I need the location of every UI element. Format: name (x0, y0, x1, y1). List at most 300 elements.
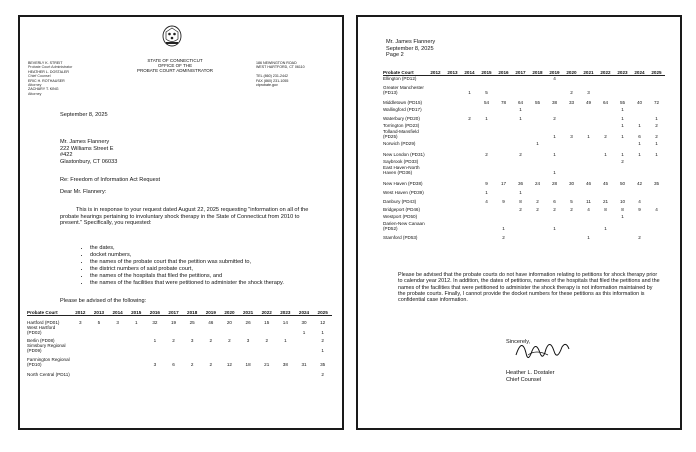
count-cell: 46 (585, 180, 592, 186)
count-cell (427, 129, 444, 140)
count-cell: 4 (485, 198, 488, 204)
court-name-cell: Farmington Regional (PD10) (27, 357, 70, 367)
count-cell: 2 (468, 115, 471, 121)
count-cell: 11 (586, 198, 591, 204)
table-row (383, 106, 665, 113)
count-cell (71, 336, 90, 344)
count-cell (495, 113, 512, 122)
court-name-cell: West Haven (PD39) (383, 189, 424, 195)
re-line: Re: Freedom of Information Act Request (60, 177, 161, 183)
table-row (383, 113, 665, 122)
page2-header: Mr. James Flannery September 8, 2025 Page 2 (386, 39, 436, 59)
count-cell (427, 140, 444, 147)
count-cell (71, 344, 90, 354)
count-cell (563, 187, 580, 196)
count-cell (597, 213, 614, 220)
table-row (27, 336, 332, 344)
court-name-cell: East Haven-North Haven (PD36) (383, 165, 420, 175)
list-item: • the names of the facilities that were petitioned to administer the shock therapy. (90, 280, 322, 287)
count-cell: 1 (553, 151, 556, 157)
count-cell: 2 (519, 151, 522, 157)
count-cell: 1 (153, 337, 157, 343)
column-header-year: 2019 (546, 70, 563, 76)
count-cell (580, 165, 597, 176)
count-cell (529, 106, 546, 113)
table-row (27, 344, 332, 354)
count-cell: 1 (519, 115, 522, 121)
count-cell: 2 (621, 158, 624, 164)
count-cell: 6 (172, 361, 175, 367)
column-header-year: 2022 (257, 310, 276, 316)
table-row (383, 187, 665, 196)
count-cell (648, 220, 665, 232)
count-cell (529, 122, 546, 129)
count-cell (90, 344, 109, 354)
count-cell (631, 158, 648, 165)
count-cell: 1 (604, 225, 607, 231)
list-item: • the dates, (90, 245, 322, 252)
count-cell (461, 196, 478, 205)
count-cell (597, 165, 614, 176)
count-cell: 1 (536, 140, 539, 146)
court-name-cell: Waterbury (PD20) (383, 115, 420, 121)
count-cell (71, 368, 90, 378)
court-name-cell: Wallingford (PD17) (383, 106, 422, 112)
list-item: • docket numbers, (90, 252, 322, 259)
count-cell: 42 (636, 180, 643, 186)
count-cell (183, 368, 202, 378)
table-row (27, 326, 332, 336)
count-cell: 19 (170, 319, 177, 325)
count-cell (127, 336, 146, 344)
column-header-year: 2025 (313, 310, 332, 316)
count-cell (478, 140, 495, 147)
count-cell: 8 (621, 206, 624, 212)
count-cell: 5 (97, 319, 101, 325)
count-cell: 1 (655, 115, 658, 121)
count-cell: 3 (587, 89, 590, 95)
count-cell: 78 (500, 99, 507, 105)
count-cell (71, 354, 90, 368)
count-cell (631, 113, 648, 122)
count-cell: 1 (553, 225, 556, 231)
count-cell (529, 113, 546, 122)
count-cell (563, 220, 580, 232)
count-cell: 32 (152, 319, 158, 325)
column-header-year: 2012 (427, 70, 444, 76)
count-cell (146, 368, 165, 378)
count-cell (478, 220, 495, 232)
count-cell (90, 326, 109, 336)
count-cell (461, 213, 478, 220)
letterhead-staff: BEVERLY K. STREIT Probate Court Administrator HEATHER L. DOSTALER Chief Counsel ERIC H. ROTHAUSER Attorney ZACHARY T. KING Attorney (28, 61, 73, 96)
count-cell: 1 (638, 140, 641, 146)
count-cell: 2 (553, 206, 556, 212)
count-cell (295, 336, 314, 344)
column-header-year: 2016 (495, 70, 512, 76)
count-cell (427, 147, 444, 158)
count-cell (546, 187, 563, 196)
count-cell: 2 (536, 206, 539, 212)
count-cell: 26 (245, 319, 251, 325)
count-cell: 1 (321, 329, 324, 335)
column-header-year: 2022 (597, 70, 614, 76)
court-name-cell: Simsbury Regional (PD09) (27, 343, 66, 353)
column-header-year: 2024 (295, 310, 314, 316)
count-cell (631, 82, 648, 96)
count-cell: 1 (587, 133, 590, 139)
court-name-cell: Ellington (PD12) (383, 75, 417, 81)
count-cell (529, 220, 546, 232)
count-cell (461, 158, 478, 165)
count-cell (546, 213, 563, 220)
count-cell (427, 122, 444, 129)
count-cell (597, 232, 614, 241)
count-cell (648, 187, 665, 196)
count-cell (597, 122, 614, 129)
count-cell (580, 140, 597, 147)
count-cell (512, 158, 529, 165)
column-header-year: 2016 (146, 310, 165, 316)
count-cell: 2 (228, 337, 231, 343)
count-cell: 1 (519, 106, 522, 112)
count-cell (444, 113, 461, 122)
table-row (383, 122, 665, 129)
count-cell (631, 106, 648, 113)
count-cell (597, 158, 614, 165)
count-cell (127, 354, 146, 368)
column-header-year: 2014 (108, 310, 127, 316)
column-header-year: 2012 (71, 310, 90, 316)
count-cell (512, 140, 529, 147)
count-cell (597, 106, 614, 113)
count-cell (146, 326, 165, 336)
count-cell (164, 326, 183, 336)
count-cell (529, 129, 546, 140)
count-cell (648, 213, 665, 220)
count-cell (461, 232, 478, 241)
count-cell: 2 (536, 198, 539, 204)
count-cell: 35 (320, 361, 326, 367)
column-header-court: Probate Court (383, 70, 427, 76)
count-cell (614, 82, 631, 96)
count-cell (546, 122, 563, 129)
count-cell: 15 (264, 319, 270, 325)
court-name-cell: Greater Manchester (PD13) (383, 85, 424, 95)
court-name-cell: New Haven (PD38) (383, 180, 423, 186)
count-cell (183, 344, 202, 354)
count-cell (461, 205, 478, 213)
court-name-cell: Hartford (PD01) (27, 319, 60, 325)
count-cell (648, 158, 665, 165)
court-name-cell: North Central (PD11) (27, 371, 70, 377)
count-cell: 2 (265, 337, 268, 343)
count-cell (529, 158, 546, 165)
count-cell (444, 140, 461, 147)
count-cell (201, 368, 220, 378)
table-row (383, 196, 665, 205)
count-cell (90, 368, 109, 378)
count-cell (427, 165, 444, 176)
count-cell: 1 (655, 140, 658, 146)
count-cell: 21 (602, 198, 609, 204)
count-cell (90, 336, 109, 344)
count-cell: 14 (282, 319, 288, 325)
column-header-year: 2014 (461, 70, 478, 76)
column-header-year: 2015 (478, 70, 495, 76)
count-cell (631, 187, 648, 196)
count-cell (108, 336, 127, 344)
count-cell (478, 122, 495, 129)
count-cell: 17 (500, 180, 507, 186)
count-cell (444, 220, 461, 232)
count-cell (427, 82, 444, 96)
count-cell: 30 (301, 319, 307, 325)
count-cell (529, 147, 546, 158)
count-cell (648, 232, 665, 241)
count-cell (648, 82, 665, 96)
count-cell: 8 (604, 206, 607, 212)
count-cell (276, 326, 295, 336)
count-cell: 49 (585, 99, 592, 105)
count-cell (239, 368, 258, 378)
count-cell: 1 (621, 106, 624, 112)
count-cell (461, 140, 478, 147)
column-header-year: 2018 (529, 70, 546, 76)
count-cell (614, 140, 631, 147)
table-row (383, 176, 665, 187)
count-cell (71, 326, 90, 336)
count-cell (127, 326, 146, 336)
court-name-cell: Darien-New Canaan (PD52) (383, 221, 425, 231)
salutation: Dear Mr. Flannery: (60, 189, 107, 195)
count-cell (580, 122, 597, 129)
count-cell: 2 (519, 206, 522, 212)
table-row (383, 232, 665, 241)
count-cell: 1 (485, 189, 488, 195)
count-cell (427, 96, 444, 106)
table-row (27, 316, 332, 326)
count-cell (220, 368, 239, 378)
count-cell: 2 (638, 234, 641, 240)
count-cell (512, 82, 529, 96)
count-cell (164, 344, 183, 354)
count-cell (461, 176, 478, 187)
advise-line: Please be advised of the following: (60, 298, 147, 304)
count-cell: 1 (621, 213, 624, 219)
office-heading: STATE OF CONNECTICUT OFFICE OF THE PROBATE COURT ADMINISTRATOR (136, 58, 214, 74)
table-row (383, 140, 665, 147)
count-cell: 25 (189, 319, 195, 325)
count-cell (580, 147, 597, 158)
count-cell (461, 129, 478, 140)
count-cell (164, 368, 183, 378)
column-header-year: 2020 (563, 70, 580, 76)
count-cell: 1 (519, 189, 522, 195)
count-cell (580, 158, 597, 165)
count-cell (563, 147, 580, 158)
count-cell (580, 220, 597, 232)
court-name-cell: Saybrook (PD33) (383, 158, 419, 164)
count-cell (478, 158, 495, 165)
count-cell (529, 213, 546, 220)
table-row (383, 165, 665, 176)
count-cell: 31 (301, 361, 307, 367)
count-cell (563, 122, 580, 129)
count-cell: 12 (226, 361, 232, 367)
count-cell: 2 (570, 89, 573, 95)
count-cell: 3 (153, 361, 157, 367)
count-cell (546, 232, 563, 241)
count-cell: 1 (655, 151, 658, 157)
count-cell: 35 (653, 180, 660, 186)
column-header-year: 2021 (239, 310, 258, 316)
table-row (27, 368, 332, 378)
court-name-cell: Torrington (PD23) (383, 122, 420, 128)
count-cell (427, 158, 444, 165)
count-cell (614, 187, 631, 196)
count-cell (427, 176, 444, 187)
count-cell (444, 82, 461, 96)
count-cell (444, 205, 461, 213)
count-cell: 4 (553, 75, 556, 81)
count-cell: 20 (226, 319, 232, 325)
count-cell (108, 326, 127, 336)
count-cell: 3 (116, 319, 119, 325)
count-cell (495, 106, 512, 113)
count-cell (495, 165, 512, 176)
count-cell (146, 344, 165, 354)
count-cell: 5 (570, 198, 573, 204)
count-cell: 2 (604, 133, 607, 139)
count-cell: 64 (602, 99, 609, 105)
count-cell (597, 82, 614, 96)
count-cell (444, 106, 461, 113)
court-name-cell: Norwich (PD29) (383, 140, 416, 146)
count-cell (631, 220, 648, 232)
table-row (383, 129, 665, 140)
list-item: • the names of the probate court that the petition was submitted to, (90, 259, 322, 266)
count-cell (201, 344, 220, 354)
count-cell: 1 (485, 115, 488, 121)
count-cell (512, 129, 529, 140)
count-cell (444, 232, 461, 241)
count-cell: 1 (604, 151, 607, 157)
count-cell: 1 (638, 151, 641, 157)
count-cell (108, 354, 127, 368)
table-row (383, 147, 665, 158)
count-cell (495, 140, 512, 147)
count-cell: 1 (302, 329, 306, 335)
count-cell (461, 187, 478, 196)
count-cell: 3 (79, 319, 82, 325)
table-row (383, 220, 665, 232)
count-cell: 2 (553, 115, 556, 121)
court-name-cell: Tolland-Mansfield (PD25) (383, 129, 419, 139)
count-cell (648, 196, 665, 205)
count-cell (444, 147, 461, 158)
count-cell (495, 158, 512, 165)
count-cell: 1 (502, 225, 505, 231)
count-cell (614, 165, 631, 176)
court-name-cell: Stamford (PD53) (383, 234, 418, 240)
count-cell: 6 (553, 198, 556, 204)
count-cell (461, 220, 478, 232)
letter-page-2 (356, 15, 682, 430)
count-cell (563, 213, 580, 220)
count-cell (631, 165, 648, 176)
count-cell: 40 (636, 99, 643, 105)
count-cell: 5 (485, 89, 488, 95)
count-cell: 1 (321, 347, 324, 353)
count-cell (427, 196, 444, 205)
column-header-year: 2025 (648, 70, 665, 76)
count-cell (495, 147, 512, 158)
request-list (78, 245, 322, 288)
table-row (383, 82, 665, 96)
column-header-year: 2015 (127, 310, 146, 316)
count-cell: 2 (172, 337, 175, 343)
count-cell (257, 326, 276, 336)
count-cell (444, 187, 461, 196)
count-cell (597, 187, 614, 196)
count-cell (444, 196, 461, 205)
count-cell (478, 232, 495, 241)
count-cell (614, 232, 631, 241)
count-cell (461, 96, 478, 106)
count-cell (276, 368, 295, 378)
court-name-cell: Bridgeport (PD46) (383, 206, 421, 212)
count-cell (563, 140, 580, 147)
count-cell (580, 187, 597, 196)
count-cell (648, 106, 665, 113)
count-cell (495, 129, 512, 140)
count-cell (478, 106, 495, 113)
count-cell (461, 106, 478, 113)
court-name-cell: West Hartford (PD02) (27, 325, 56, 335)
count-cell (461, 165, 478, 176)
count-cell (201, 326, 220, 336)
count-cell (257, 368, 276, 378)
count-cell (257, 344, 276, 354)
count-cell: 33 (568, 99, 575, 105)
count-cell: 2 (321, 371, 324, 377)
count-cell (444, 213, 461, 220)
count-cell: 2 (209, 361, 213, 367)
count-cell: 2 (570, 206, 573, 212)
column-header-year: 2023 (276, 310, 295, 316)
count-cell (478, 205, 495, 213)
count-cell: 55 (619, 99, 626, 105)
count-cell: 36 (517, 180, 524, 186)
count-cell (276, 344, 295, 354)
count-cell: 2 (502, 234, 505, 240)
count-cell (563, 113, 580, 122)
count-cell: 1 (284, 337, 287, 343)
count-cell: 72 (653, 99, 660, 105)
count-cell: 4 (638, 198, 641, 204)
count-cell (239, 326, 258, 336)
count-cell (220, 344, 239, 354)
count-cell (108, 344, 127, 354)
count-cell: 1 (621, 133, 624, 139)
count-cell: 4 (587, 206, 590, 212)
count-cell: 2 (190, 361, 194, 367)
count-cell (495, 213, 512, 220)
count-cell: 3 (570, 133, 573, 139)
count-cell (529, 232, 546, 241)
table-row (383, 213, 665, 220)
